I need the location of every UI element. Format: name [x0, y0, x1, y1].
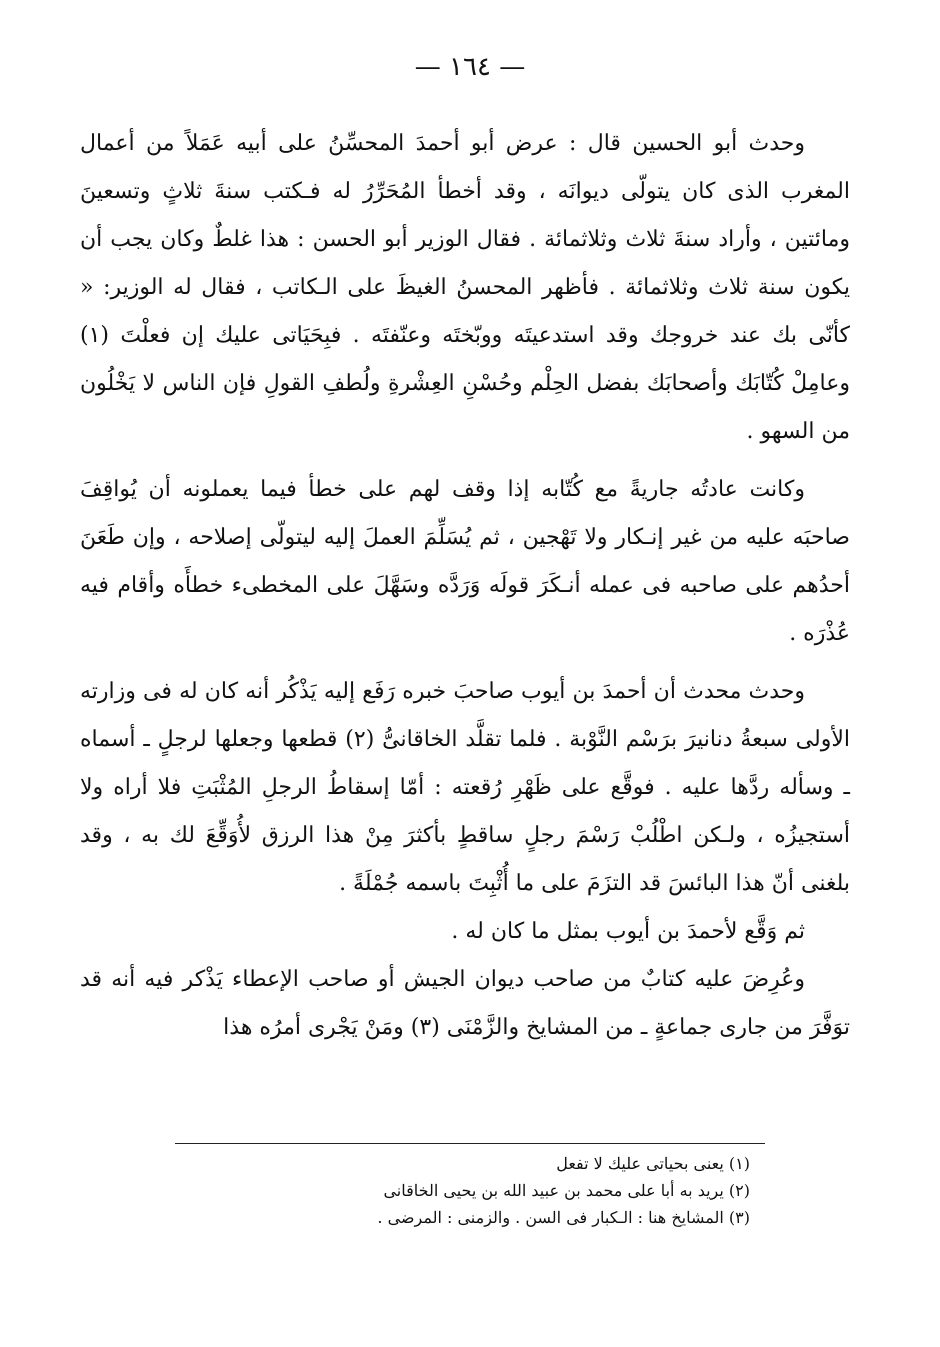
body-text: [80, 120, 850, 1052]
page-number: — ١٦٤ —: [414, 52, 526, 82]
footnote-3: (٣) المشايخ هنا : الـكبار فى السن . والزمنى : المرضى .: [377, 1208, 750, 1227]
paragraph-1: وحدث أبو الحسين قال : عرض أبو أحمدَ المحسِّنُ على أبيه عَمَلاً من أعمال المغرب الذى كان يتولّى ديوانَه ، وقد أخطأ المُحَرِّرُ له فـكتب سنةَ ثلاثٍ وتسعينَ ومائتين ، وأراد سنةَ ثلاث وثلاثمائة . فقال الوزير أبو الحسن : هذا غلطٌ وكان يجب أن يكون سنة ثلاث وثلاثمائة . فأظهر المحسنُ الغيظَ على الـكاتب ، فقال له الوزير: « كأنّى بك عند خروجك وقد استدعيتَه ووبّختَه وعنّفتَه . فبِحَيَاتى عليك إن فعلْتَ (١) وعامِلْ كُتّابَك وأصحابَك بفضل الحِلْم وحُسْنِ العِشْرةِ ولُطفِ القولِ فإن الناس لا يَخْلُون من السهو .: [80, 131, 850, 444]
footnote-1: (١) يعنى بحياتى عليك لا تفعل: [556, 1154, 750, 1173]
paragraph-3: وحدث محدث أن أحمدَ بن أيوب صاحبَ خبره رَفَع إليه يَذْكُر أنه كان له فى وزارته الأولى سبعةُ دنانيرَ برَسْم النَّوْبة . فلما تقلَّد الخاقانىُّ (٢) قطعها وجعلها لرجلٍ ـ أسماه ـ وسأله ردَّها عليه . فوقَّع على ظَهْرِ رُقعته : أمّا إسقاطُ الرجلِ المُثْبَتِ فلا أراه ولا أستجيزُه ، ولـكن اطْلُبْ رَسْمَ رجلٍ ساقطٍ بأكثرَ مِنْ هذا الرزق لأُوَقِّعَ لك به ، وقد بلغنى أنّ هذا البائسَ قد التزَمَ على ما أُثْبِتَ باسمه جُمْلَةً .: [80, 679, 851, 896]
paragraph-4: ثم وَقَّع لأحمدَ بن أيوب بمثل ما كان له .: [451, 919, 805, 944]
paragraph-5: وعُرِضَ عليه كتابٌ من صاحب ديوان الجيش أو صاحب الإعطاء يَذْكر فيه أنه قد توَفَّرَ من جارى جماعةٍ ـ من المشايخ والزَّمْنَى (٣) ومَنْ يَجْرى أمرُه هذا: [80, 967, 850, 1040]
paragraph-2: وكانت عادتُه جاريةً مع كُتّابه إذا وقف لهم على خطأ فيما يعملونه أن يُواقِفَ صاحبَه عليه من غير إنـكار ولا تَهْجين ، ثم يُسَلِّمَ العملَ إليه ليتولّى إصلاحه ، وإن طَعَنَ أحدُهم على صاحبه فى عمله أنـكَرَ قولَه وَرَدَّه وسَهَّلَ على المخطىء خطأَه وأقام فيه عُذْرَه .: [80, 477, 850, 646]
footnotes: [150, 1150, 750, 1231]
footnote-divider: [175, 1143, 765, 1144]
footnote-2: (٢) يريد به أبا على محمد بن عبيد الله بن يحيى الخاقانى: [383, 1181, 750, 1200]
